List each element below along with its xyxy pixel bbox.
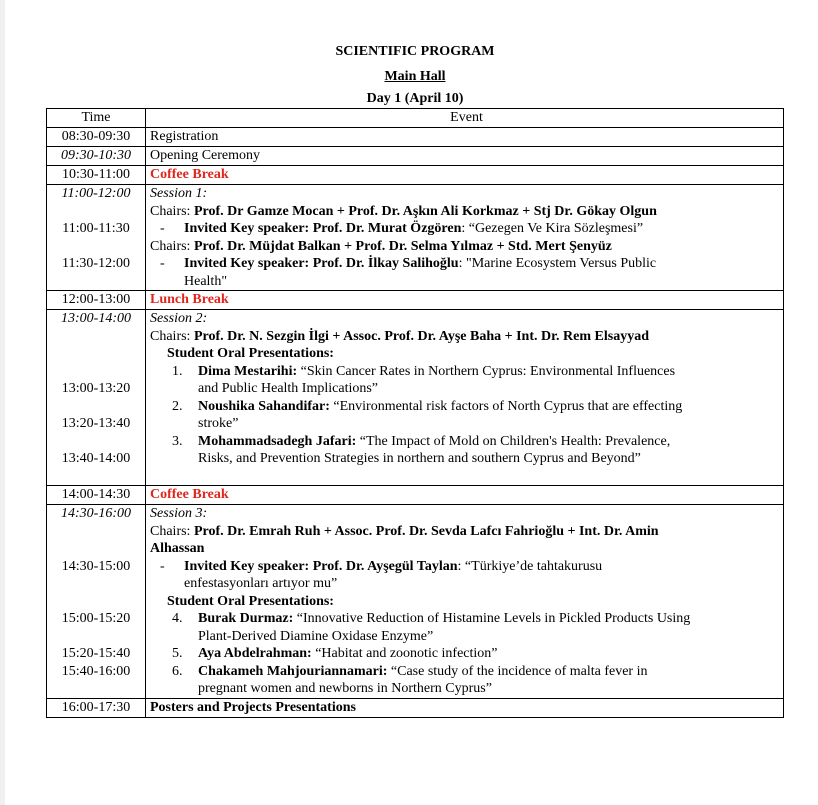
- chairs-line: [150, 203, 783, 221]
- chairs-names: Prof. Dr. Emrah Ruh + Assoc. Prof. Dr. Sevda Lafcı Fahrioğlu + Int. Dr. Amin: [193, 523, 659, 539]
- talk-title-cont: Plant-Derived Diamine Oxidase Enzyme”: [198, 628, 434, 644]
- table-row: [47, 486, 784, 505]
- item-number: 2.: [172, 398, 183, 414]
- page-title: SCIENTIFIC PROGRAM: [335, 44, 495, 59]
- chairs-label: Chairs:: [150, 523, 194, 539]
- talk-time: 11:00-11:30: [62, 221, 130, 236]
- event-cell: Posters and Projects Presentations: [146, 698, 784, 717]
- viewer-edge: [0, 0, 5, 805]
- table-row: [47, 291, 784, 310]
- list-item: [150, 363, 783, 381]
- talk-title-cont: Risks, and Prevention Strategies in northern and southern Cyprus and Beyond”: [198, 451, 641, 466]
- talk-time: 13:40-14:00: [61, 451, 131, 466]
- list-item: [150, 645, 783, 663]
- session-label: Session 2:: [150, 311, 208, 326]
- time-cell: [47, 505, 146, 699]
- speaker-name: Mohammadsadegh Jafari:: [198, 433, 357, 449]
- time-cell: [47, 185, 146, 291]
- chairs-label: Chairs:: [150, 328, 194, 344]
- event-cell: [146, 185, 784, 291]
- list-item: - Invited Key speaker: Prof. Dr. İlkay Salihoğlu: "Marine Ecosystem Versus Public: [160, 256, 657, 271]
- talk-time: 14:30-15:00: [61, 558, 131, 574]
- talk-title-cont: and Public Health Implications”: [198, 381, 379, 396]
- session-1-row: [47, 185, 784, 291]
- time-cell: 09:30-10:30: [47, 147, 146, 166]
- time-cell: 08:30-09:30: [47, 128, 146, 147]
- event-cell: Registration: [146, 128, 784, 147]
- talk-time: 15:00-15:20: [61, 611, 131, 626]
- speaker-name: Invited Key speaker: Prof. Dr. İlkay Salihoğlu: [184, 256, 459, 271]
- list-item: [150, 433, 783, 451]
- talk-title: : “Gezegen Ve Kira Sözleşmesi”: [461, 221, 644, 236]
- talk-title: “Case study of the incidence of malta fever in: [387, 663, 648, 679]
- chairs-names: Prof. Dr Gamze Mocan + Prof. Dr. Aşkın Ali Korkmaz + Stj Dr. Gökay Olgun: [193, 203, 657, 219]
- hall-title: Main Hall: [384, 69, 446, 84]
- speaker-name: Invited Key speaker: Prof. Dr. Murat Özgören: [184, 221, 462, 236]
- coffee-break-cell: Coffee Break: [146, 486, 784, 505]
- table-row: [47, 147, 784, 166]
- speaker-name: Chakameh Mahjouriannamari:: [198, 663, 388, 679]
- student-presentations-heading: Student Oral Presentations:: [167, 593, 334, 609]
- chairs-line: [150, 328, 783, 346]
- session-label: Session 1:: [150, 186, 208, 201]
- coffee-break-cell: Coffee Break: [146, 166, 784, 185]
- talk-time: 11:30-12:00: [62, 256, 130, 271]
- chairs-names-cont: Alhassan: [150, 541, 205, 556]
- session-2-row: [47, 310, 784, 486]
- student-presentations-heading: Student Oral Presentations:: [167, 346, 334, 361]
- lunch-break-cell: Lunch Break: [146, 291, 784, 310]
- day-title: Day 1 (April 10): [366, 91, 464, 106]
- talk-title-cont: pregnant women and newborns in Northern Cyprus”: [198, 681, 492, 696]
- time-cell: 14:00-14:30: [47, 486, 146, 505]
- event-column-header: Event: [146, 109, 784, 128]
- time-cell: 12:00-13:00: [47, 291, 146, 310]
- chairs-line: [150, 238, 783, 256]
- chairs-names: Prof. Dr. N. Sezgin İlgi + Assoc. Prof. Dr. Ayşe Baha + Int. Dr. Rem Elsayyad: [193, 328, 649, 344]
- session-time: 14:30-16:00: [61, 506, 131, 521]
- chairs-names: Prof. Dr. Müjdat Balkan + Prof. Dr. Selma Yılmaz + Std. Mert Şenyüz: [193, 238, 612, 254]
- time-column-header: Time: [47, 109, 146, 128]
- event-cell: [146, 310, 784, 486]
- talk-title-cont: stroke”: [198, 416, 239, 431]
- talk-title: “The Impact of Mold on Children's Health: Prevalence,: [356, 433, 671, 449]
- event-cell: Opening Ceremony: [146, 147, 784, 166]
- list-item: - Invited Key speaker: Prof. Dr. Murat Özgören: “Gezegen Ve Kira Sözleşmesi”: [160, 221, 644, 236]
- talk-title-cont: Health": [184, 273, 228, 289]
- speaker-name: Aya Abdelrahman:: [198, 646, 312, 661]
- item-number: 4.: [172, 611, 183, 626]
- item-number: 3.: [172, 433, 183, 449]
- time-cell: [47, 310, 146, 486]
- list-item: - Invited Key speaker: Prof. Dr. Ayşegül Taylan: “Türkiye’de tahtakurusu: [160, 558, 603, 574]
- speaker-name: Dima Mestarihi:: [198, 363, 298, 379]
- talk-title: “Skin Cancer Rates in Northern Cyprus: Environmental Influences: [297, 363, 676, 379]
- talk-time: 13:20-13:40: [61, 416, 131, 431]
- talk-title: : "Marine Ecosystem Versus Public: [458, 256, 657, 271]
- table-header-row: [47, 109, 784, 128]
- talk-title-cont: enfestasyonları artıyor mu”: [184, 576, 338, 591]
- chairs-label: Chairs:: [150, 203, 194, 219]
- list-item: [150, 398, 783, 416]
- talk-title: “Innovative Reduction of Histamine Levels in Pickled Products Using: [293, 611, 691, 626]
- time-cell: 10:30-11:00: [47, 166, 146, 185]
- document-page: [46, 40, 784, 718]
- session-time: 11:00-12:00: [61, 186, 131, 201]
- session-3-row: [47, 505, 784, 699]
- speaker-name: Burak Durmaz:: [198, 611, 294, 626]
- item-number: 6.: [172, 663, 183, 679]
- talk-title: “Environmental risk factors of North Cyprus that are effecting: [329, 398, 683, 414]
- item-number: 5.: [172, 646, 183, 661]
- speaker-name: Invited Key speaker: Prof. Dr. Ayşegül Taylan: [184, 558, 458, 574]
- list-item: [150, 663, 783, 681]
- table-row: [47, 128, 784, 147]
- talk-time: 13:00-13:20: [61, 381, 131, 396]
- event-cell: [146, 505, 784, 699]
- talk-time: 15:40-16:00: [61, 663, 131, 679]
- talk-time: 15:20-15:40: [61, 646, 131, 661]
- speaker-name: Noushika Sahandifar:: [198, 398, 330, 414]
- table-row: [47, 698, 784, 717]
- time-cell: 16:00-17:30: [47, 698, 146, 717]
- session-label: Session 3:: [150, 506, 208, 521]
- session-time: 13:00-14:00: [61, 311, 131, 326]
- chairs-line: [150, 523, 783, 541]
- talk-title: : “Türkiye’de tahtakurusu: [457, 558, 603, 574]
- item-number: 1.: [172, 363, 183, 379]
- chairs-label: Chairs:: [150, 238, 194, 254]
- talk-title: “Habitat and zoonotic infection”: [311, 646, 498, 661]
- table-row: [47, 166, 784, 185]
- list-item: [150, 610, 783, 628]
- program-table: [46, 108, 784, 718]
